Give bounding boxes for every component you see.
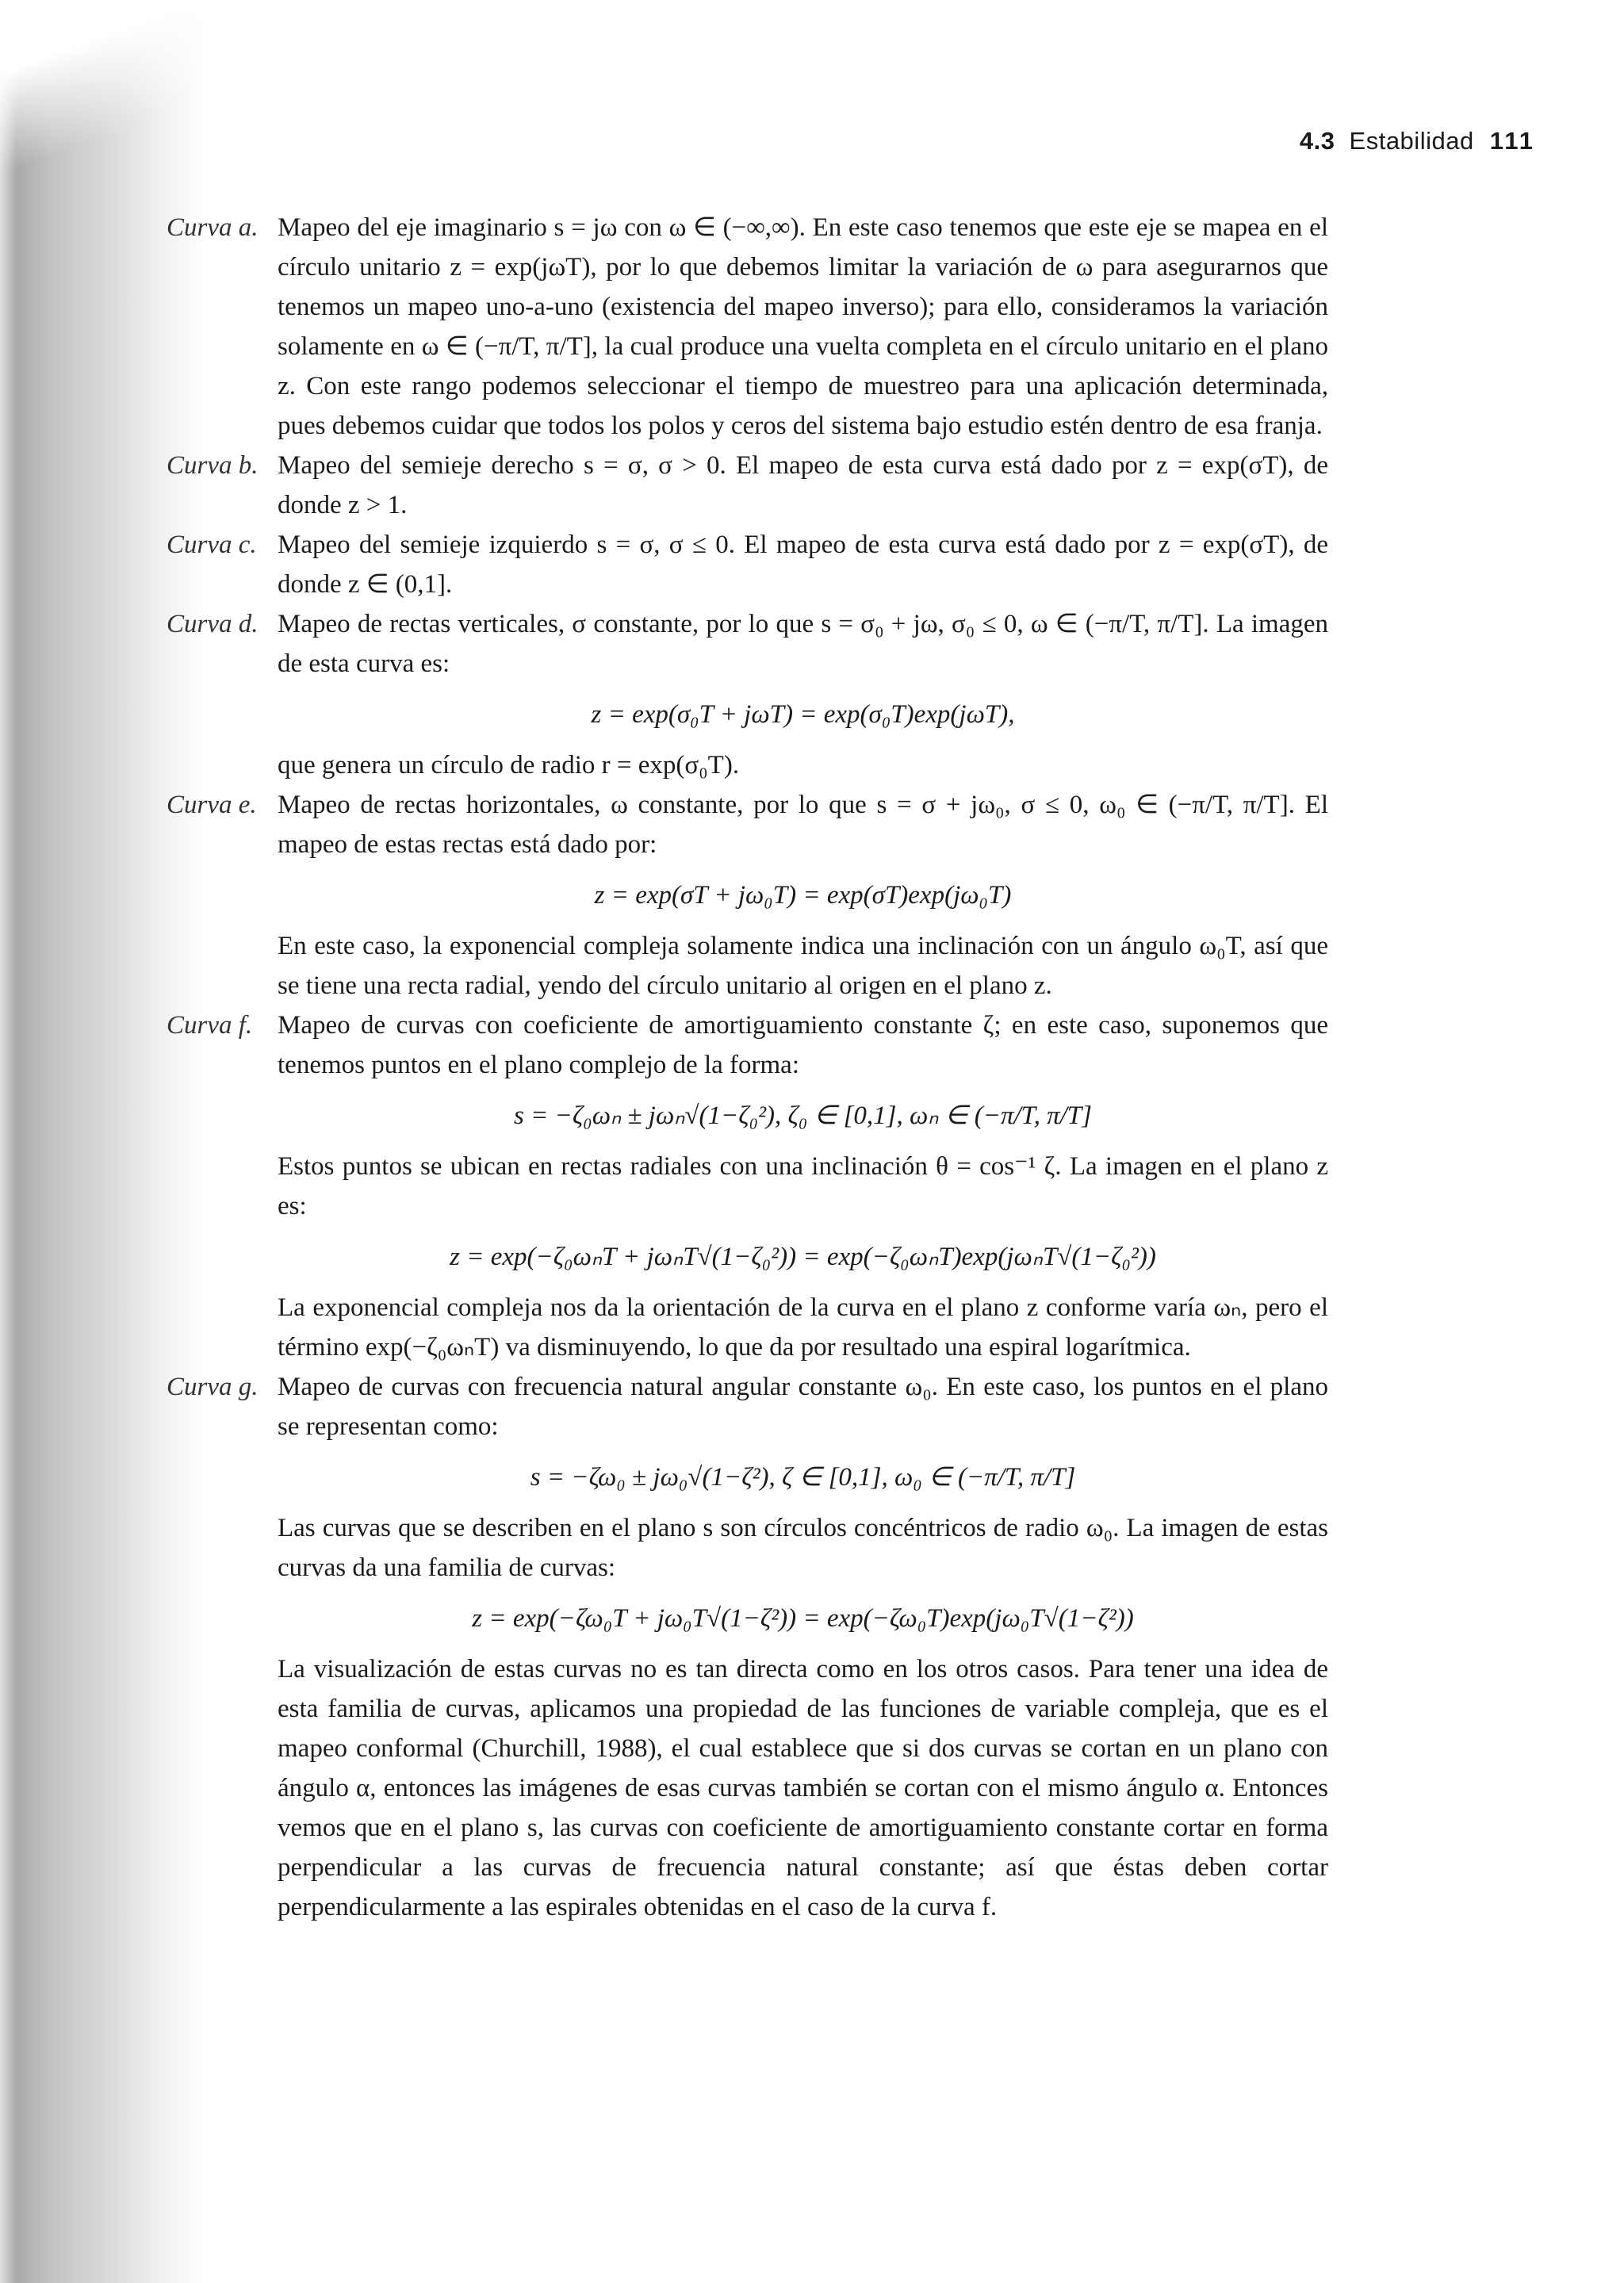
curve-label: Curva g. — [167, 1373, 259, 1401]
paragraph: La exponencial compleja nos da la orientación de la curva en el plano z conforme varía ωₙ, pero el término exp(−ζ₀ωₙT) va disminuyendo, lo que da por resultado una espiral logarítmica. — [278, 1293, 1328, 1362]
curve-b-entry — [167, 446, 1328, 525]
curve-a-entry — [167, 208, 1328, 446]
paragraph: En este caso, la exponencial compleja solamente indica una inclinación con un ángulo ω₀T, así que se tiene una recta radial, yendo del círculo unitario al origen en el plano z. — [278, 932, 1328, 1000]
curve-label: Curva a. — [167, 213, 259, 242]
spine-highlight — [0, 0, 238, 206]
section-number: 4.3 — [1299, 127, 1335, 155]
curve-c-entry — [167, 525, 1328, 604]
paragraph: Mapeo de curvas con frecuencia natural angular constante ω₀. En este caso, los puntos en el plano se representan como: — [278, 1373, 1328, 1441]
paragraph: Mapeo de curvas con coeficiente de amortiguamiento constante ζ; en este caso, suponemos que tenemos puntos en el plano complejo de la forma: — [278, 1011, 1328, 1079]
equation: z = exp(−ζ₀ωₙT + jωₙT√(1−ζ₀²)) = exp(−ζ₀ωₙT)exp(jωₙT√(1−ζ₀²)) — [450, 1243, 1156, 1271]
running-header — [1300, 127, 1535, 155]
section-title: Estabilidad — [1349, 127, 1474, 155]
paragraph: Las curvas que se describen en el plano s son círculos concéntricos de radio ω₀. La imagen de estas curvas da una familia de curvas: — [278, 1514, 1328, 1582]
paragraph: Mapeo del semieje derecho s = σ, σ > 0. El mapeo de esta curva está dado por z = exp(σT), de donde z > 1. — [278, 451, 1328, 519]
curve-label: Curva c. — [167, 531, 257, 559]
equation: s = −ζω₀ ± jω₀√(1−ζ²), ζ ∈ [0,1], ω₀ ∈ (−π/T, π/T] — [530, 1463, 1076, 1492]
curve-label: Curva b. — [167, 451, 259, 480]
equation: s = −ζ₀ωₙ ± jωₙ√(1−ζ₀²), ζ₀ ∈ [0,1], ωₙ ∈ (−π/T, π/T] — [514, 1101, 1092, 1130]
curve-d-entry — [167, 604, 1328, 785]
curve-label: Curva e. — [167, 791, 257, 819]
paragraph: Mapeo de rectas verticales, σ constante, por lo que s = σ₀ + jω, σ₀ ≤ 0, ω ∈ (−π/T, π/T]. La imagen de esta curva es: — [278, 610, 1328, 678]
curve-e-entry — [167, 785, 1328, 1006]
paragraph: La visualización de estas curvas no es tan directa como en los otros casos. Para tener una idea de esta familia de curvas, aplicamos una propiedad de las funciones de variable compleja, que es el mapeo conformal (Churchill, 1988), el cual establece que si dos curvas se cortan en un plano con ángulo α, entonces las imágenes de esas curvas también se cortan con el mismo ángulo α. Entonces vemos que en el plano s, las curvas con coeficiente de amortiguamiento constante cortar en forma perpendicular a las curvas de frecuencia natural constante; así que éstas deben cortar perpendicularmente a las espirales obtenidas en el caso de la curva f. — [278, 1655, 1328, 1921]
equation: z = exp(−ζω₀T + jω₀T√(1−ζ²)) = exp(−ζω₀T)exp(jω₀T√(1−ζ²)) — [472, 1604, 1134, 1633]
curve-label: Curva f. — [167, 1011, 253, 1040]
page-number: 111 — [1489, 127, 1535, 155]
main-text — [167, 208, 1328, 1927]
equation: z = exp(σ₀T + jωT) = exp(σ₀T)exp(jωT), — [591, 700, 1015, 729]
paragraph: Estos puntos se ubican en rectas radiales con una inclinación θ = cos⁻¹ ζ. La imagen en el plano z es: — [278, 1152, 1328, 1220]
paragraph: Mapeo de rectas horizontales, ω constante, por lo que s = σ + jω₀, σ ≤ 0, ω₀ ∈ (−π/T, π/T]. El mapeo de estas rectas está dado por: — [278, 791, 1328, 859]
curve-label: Curva d. — [167, 610, 259, 638]
paragraph: Mapeo del semieje izquierdo s = σ, σ ≤ 0. El mapeo de esta curva está dado por z = exp(σT), de donde z ∈ (0,1]. — [278, 531, 1328, 599]
equation: z = exp(σT + jω₀T) = exp(σT)exp(jω₀T) — [594, 881, 1012, 910]
curve-f-entry — [167, 1006, 1328, 1367]
paragraph: Mapeo del eje imaginario s = jω con ω ∈ (−∞,∞). En este caso tenemos que este eje se mapea en el círculo unitario z = exp(jωT), por lo que debemos limitar la variación de ω para asegurarnos que tenemos un mapeo uno-a-uno (existencia del mapeo inverso); para ello, consideramos la variación solamente en ω ∈ (−π/T, π/T], la cual produce una vuelta completa en el círculo unitario en el plano z. Con este rango podemos seleccionar el tiempo de muestreo para una aplicación determinada, pues debemos cuidar que todos los polos y ceros del sistema bajo estudio estén dentro de esa franja. — [278, 213, 1328, 440]
curve-g-entry — [167, 1367, 1328, 1927]
paragraph: que genera un círculo de radio r = exp(σ₀T). — [278, 751, 740, 780]
